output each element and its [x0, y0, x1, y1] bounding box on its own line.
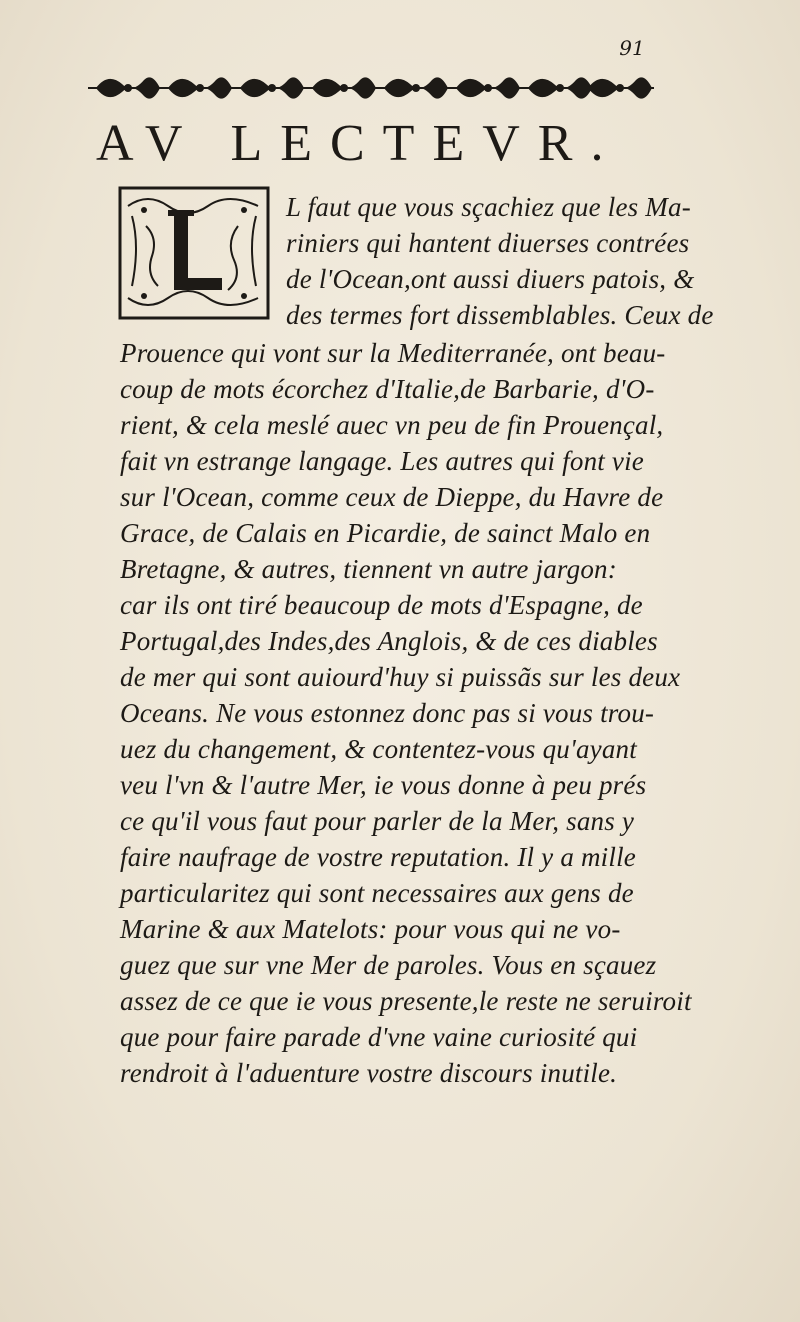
text-line: coup de mots écorchez d'Italie,de Barbarie, d'O-: [120, 374, 655, 404]
text-line: rient, & cela meslé auec vn peu de fin Prouençal,: [120, 410, 664, 440]
text-line: guez que sur vne Mer de paroles. Vous en sçauez: [120, 950, 657, 980]
text-line: Prouence qui vont sur la Mediterranée, ont beau-: [120, 338, 666, 368]
text-line: fait vn estrange langage. Les autres qui font vie: [120, 446, 644, 476]
text-line: uez du changement, & contentez-vous qu'ayant: [120, 734, 637, 764]
text-line: de mer qui sont auiourd'huy si puissãs sur les deux: [120, 662, 681, 692]
text-line: car ils ont tiré beaucoup de mots d'Espagne, de: [120, 590, 643, 620]
text-line: assez de ce que ie vous presente,le reste ne seruiroit: [120, 986, 692, 1016]
page-number: 91: [619, 36, 645, 60]
text-line: Grace, de Calais en Picardie, de sainct Malo en: [120, 518, 651, 548]
text-line: veu l'vn & l'autre Mer, ie vous donne à peu prés: [120, 770, 647, 800]
text-line: de l'Ocean,ont aussi diuers patois, &: [286, 264, 695, 294]
text-line: faire naufrage de vostre reputation. Il y a mille: [120, 842, 636, 872]
text-line: Portugal,des Indes,des Anglois, & de ces diables: [120, 626, 658, 656]
text-line: particularitez qui sont necessaires aux gens de: [120, 878, 634, 908]
text-line: Marine & aux Matelots: pour vous qui ne vo-: [120, 914, 621, 944]
section-heading: AV LECTEVR.: [96, 115, 622, 172]
text-line: que pour faire parade d'vne vaine curiosité qui: [120, 1022, 638, 1052]
text-line: L faut que vous sçachiez que les Ma-: [286, 192, 691, 222]
text-line: Oceans. Ne vous estonnez donc pas si vous trou-: [120, 698, 655, 728]
text-line: sur l'Ocean, comme ceux de Dieppe, du Havre de: [120, 482, 664, 512]
text-line: rendroit à l'aduenture vostre discours inutile.: [120, 1058, 618, 1088]
text-line: Bretagne, & autres, tiennent vn autre jargon:: [120, 554, 617, 584]
text-line: riniers qui hantent diuerses contrées: [286, 228, 690, 258]
text-line: des termes fort dissemblables. Ceux de: [286, 300, 714, 330]
text-line: ce qu'il vous faut pour parler de la Mer, sans y: [120, 806, 635, 836]
